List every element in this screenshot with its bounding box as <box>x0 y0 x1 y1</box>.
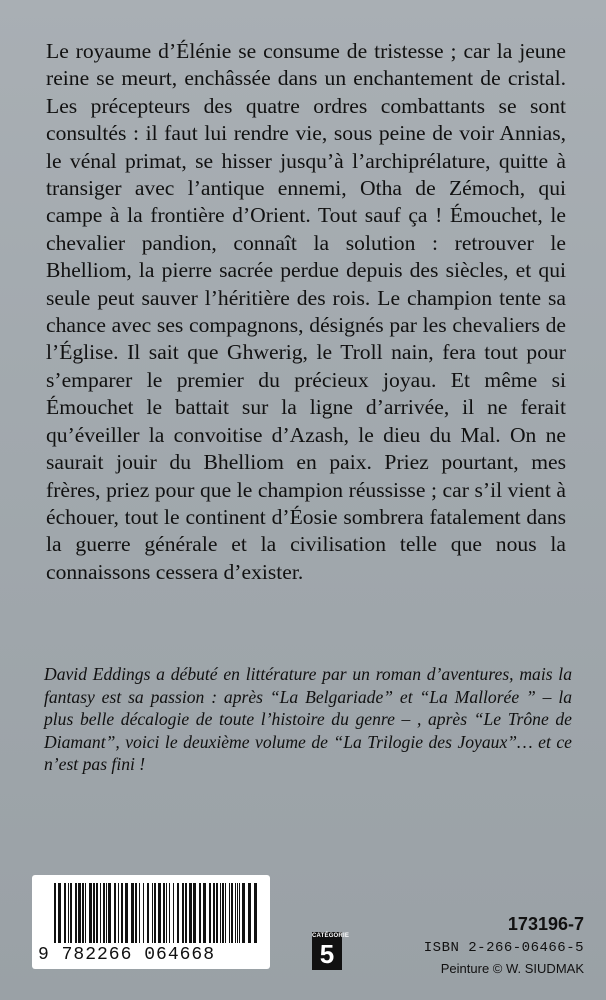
isbn: ISBN 2-266-06466-5 <box>423 940 584 956</box>
cover-credit: Peinture © W. SIUDMAK <box>440 961 584 976</box>
reference-block <box>354 911 584 979</box>
blurb-text: Le royaume d’Élénie se consume de tristesse ; car la jeune reine se meurt, enchâssée dans un enchantement de cristal. Les précepteurs des quatre ordres combattants se sont consultés : il faut lui rendre vie, sous peine de voir Annias, le vénal primat, se hisser jusqu’à l’archiprélature, quitte à transiger avec l’antique ennemi, Otha de Zémoch, qui campe à la frontière d’Orient. Tout sauf ça ! Émouchet, le chevalier pandion, connaît la solution : retrouver le Bhelliom, la pierre sacrée perdue depuis des siècles, et qui seule peut sauver l’héritière des rois. Le champion tente sa chance avec ses compagnons, désignés par les chevaliers de l’Église. Il sait que Ghwerig, le Troll nain, fera tout pour s’emparer le premier du précieux joyau. Et même si Émouchet le battait sur la ligne d’arrivée, il ne ferait qu’éveiller la convoitise d’Azash, le dieu du Mal. On ne saurait jouir du Bhelliom en paix. Priez pourtant, mes frères, priez pour que le champion réussisse ; car s’il vient à échouer, tout le continent d’Éosie sombrera fatalement dans la guerre générale et la civilisation telle que nous la connaissons cessera d’exister. <box>46 39 566 584</box>
reference-number: 173196-7 <box>507 914 584 934</box>
barcode-digits: 9 782266 064668 <box>38 945 216 965</box>
category-logo <box>312 932 350 970</box>
category-label: CATÉGORIE <box>312 933 350 939</box>
category-number: 5 <box>319 939 335 969</box>
barcode <box>32 875 270 969</box>
author-note: David Eddings a débuté en littérature par un roman d’aventures, mais la fantasy est sa passion : après “La Belgariade” et “La Mallorée ” – la plus belle décalogie de toute l’histoire du genre – , après “Le Trône de Diamant”, voici le deuxième volume de “La Trilogie des Joyaux”… et ce n’est pas fini ! <box>44 664 572 775</box>
